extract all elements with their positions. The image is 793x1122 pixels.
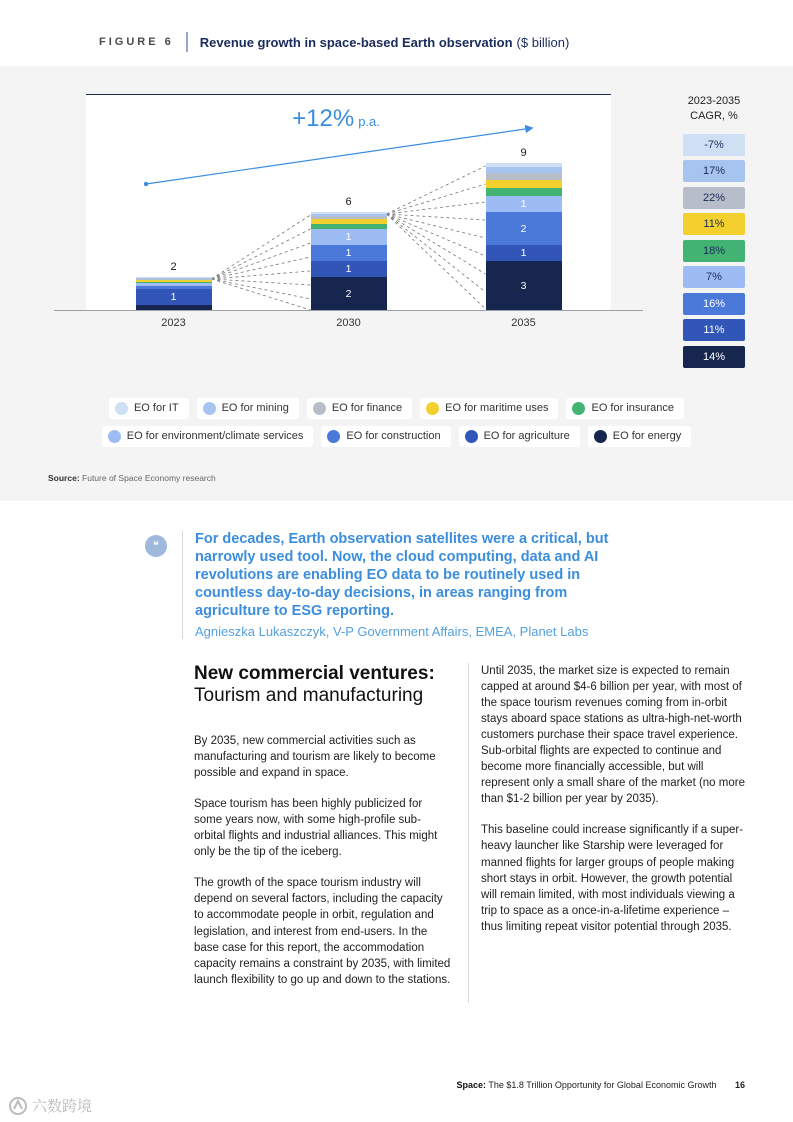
figure-header [99,32,745,52]
cagr-chip-eo-for-agriculture: 11% [683,319,745,341]
footer-text: The $1.8 Trillion Opportunity for Global Economic Growth [488,1080,717,1090]
cagr-header-line1: 2023-2035 [687,95,741,107]
cagr-chip-eo-for-mining: 17% [683,160,745,182]
cagr-chip-eo-for-it: -7% [683,134,745,156]
quote-icon: ❝ [145,535,167,557]
segment-eo-for-agriculture: 1 [311,261,387,277]
bar-2035 [486,147,562,310]
cagr-chip-eo-for-energy: 14% [683,346,745,368]
segment-eo-for-energy [136,305,212,310]
legend-label: EO for maritime uses [445,402,549,415]
bar-total-label: 2 [170,261,177,274]
quote-text: For decades, Earth observation satellites were a critical, but narrowly used tool. Now, the cloud computing, data and AI revolutions are enabling EO data to be routinely used in countless day-to-day decisions, in areas ranging from agriculture to ESG reporting. [195,530,609,619]
footer-label: Space: [456,1080,487,1090]
cagr-chip-eo-for-maritime-uses: 11% [683,213,745,235]
legend-swatch [203,402,216,415]
legend-swatch [594,430,607,443]
cagr-chip-eo-for-environment-climate-services: 7% [683,266,745,288]
legend-swatch [426,402,439,415]
legend-item-eo-for-agriculture [459,426,580,447]
x-labels [86,317,611,329]
legend-item-eo-for-mining [197,398,299,419]
cagr-chips [683,134,745,368]
legend-swatch [313,402,326,415]
legend-label: EO for mining [221,402,289,415]
source-text: Future of Space Economy research [82,472,216,483]
quote-icon-column [99,531,182,639]
legend-swatch [115,402,128,415]
chart-panel [0,66,793,501]
legend-label: EO for finance [331,402,403,415]
left-paragraphs [194,733,452,988]
cagr-header [683,94,745,124]
body-paragraph: Until 2035, the market size is expected to remain capped at around $4-6 billion per year, with most of the space tourism revenues coming from in-orbit stays aboard space stations as ultra-high-net-worth customers purchase their space travel experience. Sub-orbital flights are expected to continue and become more financially accessible, but will represent only a small share of the market (no more than $1-2 billion per year by 2035). [481,664,745,806]
x-label-2023: 2023 [161,317,186,329]
body-columns [182,663,745,1003]
legend-label: EO for insurance [591,402,675,415]
legend-swatch [572,402,585,415]
quote-body [182,531,625,639]
segment-eo-for-insurance [486,188,562,196]
page-footer [457,1080,746,1090]
legend-label: EO for IT [133,402,179,415]
section-heading [194,663,452,707]
growth-annotation [226,105,446,133]
legend-item-eo-for-it [109,398,189,419]
legend-label: EO for construction [346,430,441,443]
x-label-2035: 2035 [511,317,536,329]
left-column [182,663,468,1003]
cagr-chip-eo-for-finance: 22% [683,187,745,209]
segment-eo-for-agriculture: 1 [136,289,212,305]
chart-block [86,94,611,368]
bar-total-label: 6 [345,196,352,209]
page-number: 16 [734,1080,745,1090]
cagr-column [683,94,745,368]
legend-row-2 [102,426,692,447]
figure-title: Revenue growth in space-based Earth observation [199,34,513,50]
legend-label: EO for energy [612,430,682,443]
right-paragraphs [481,663,745,936]
legend-item-eo-for-environment-climate-services [102,426,314,447]
body-paragraph: Space tourism has been highly publicized for some years now, with some high-profile sub-orbital flights and industrial alliances. This might only be the tip of the iceberg. [194,797,438,859]
legend-swatch [108,430,121,443]
legend-item-eo-for-insurance [566,398,684,419]
cagr-chip-eo-for-construction: 16% [683,293,745,315]
cagr-header-line2: CAGR, % [690,109,738,122]
section-heading-line2: Tourism and manufacturing [194,684,424,706]
figure-label: FIGURE 6 [99,36,174,48]
quote-block [99,531,745,639]
legend-label: EO for agriculture [483,430,570,443]
legend-item-eo-for-construction [321,426,450,447]
quote-attribution: Agnieszka Lukaszczyk, V-P Government Affairs, EMEA, Planet Labs [195,623,589,639]
legend-item-eo-for-finance [307,398,412,419]
segment-eo-for-construction: 1 [311,245,387,261]
right-column [468,663,745,1003]
growth-annotation-value: +12% [292,105,355,132]
segment-eo-for-environment-climate-services: 1 [486,196,562,212]
body-paragraph: The growth of the space tourism industry will depend on several factors, including the capacity to accommodate people in orbit, regulation and legislation, and interest from end-users. In the base case for this report, the accommodation capacity remains a constraint by 2035, with limited launch flexibility to go up and down to the stations. [194,877,451,986]
x-label-2030: 2030 [336,317,361,329]
watermark [8,1095,92,1116]
chart-legend [48,398,745,447]
watermark-logo [8,1096,28,1116]
segment-eo-for-environment-climate-services: 1 [311,229,387,245]
legend-swatch [465,430,478,443]
source-line [48,473,745,483]
figure-header-divider [186,32,188,52]
legend-swatch [327,430,340,443]
bar-2030 [311,196,387,310]
source-label: Source: [48,472,80,483]
watermark-text: 六数跨境 [32,1098,93,1115]
legend-item-eo-for-energy [588,426,691,447]
bar-total-label: 9 [520,147,527,160]
figure-unit: ($ billion) [516,34,570,50]
body-paragraph: By 2035, new commercial activities such as manufacturing and tourism are likely to become possible and expand in space. [194,734,436,779]
section-heading-line1: New commercial ventures: [194,662,435,684]
legend-label: EO for environment/climate services [126,430,304,443]
segment-eo-for-energy: 3 [486,261,562,310]
plot-area [86,94,611,310]
body-paragraph: This baseline could increase significantly if a super-heavy launcher like Starship were leveraged for manned flights for larger groups of people making short stays in orbit. However, the growth potential will remain limited, with most individuals viewing a trip to space as a once-in-a-lifetime experience – thus limiting repeat visitor potential through 2035. [481,824,744,933]
segment-eo-for-maritime-uses [486,180,562,188]
legend-item-eo-for-maritime-uses [420,398,558,419]
legend-row-1 [109,398,684,419]
growth-annotation-unit: p.a. [358,114,380,129]
cagr-chip-eo-for-insurance: 18% [683,240,745,262]
segment-eo-for-energy: 2 [311,277,387,310]
bar-2023 [136,261,212,310]
segment-eo-for-agriculture: 1 [486,245,562,261]
segment-eo-for-construction: 2 [486,212,562,245]
